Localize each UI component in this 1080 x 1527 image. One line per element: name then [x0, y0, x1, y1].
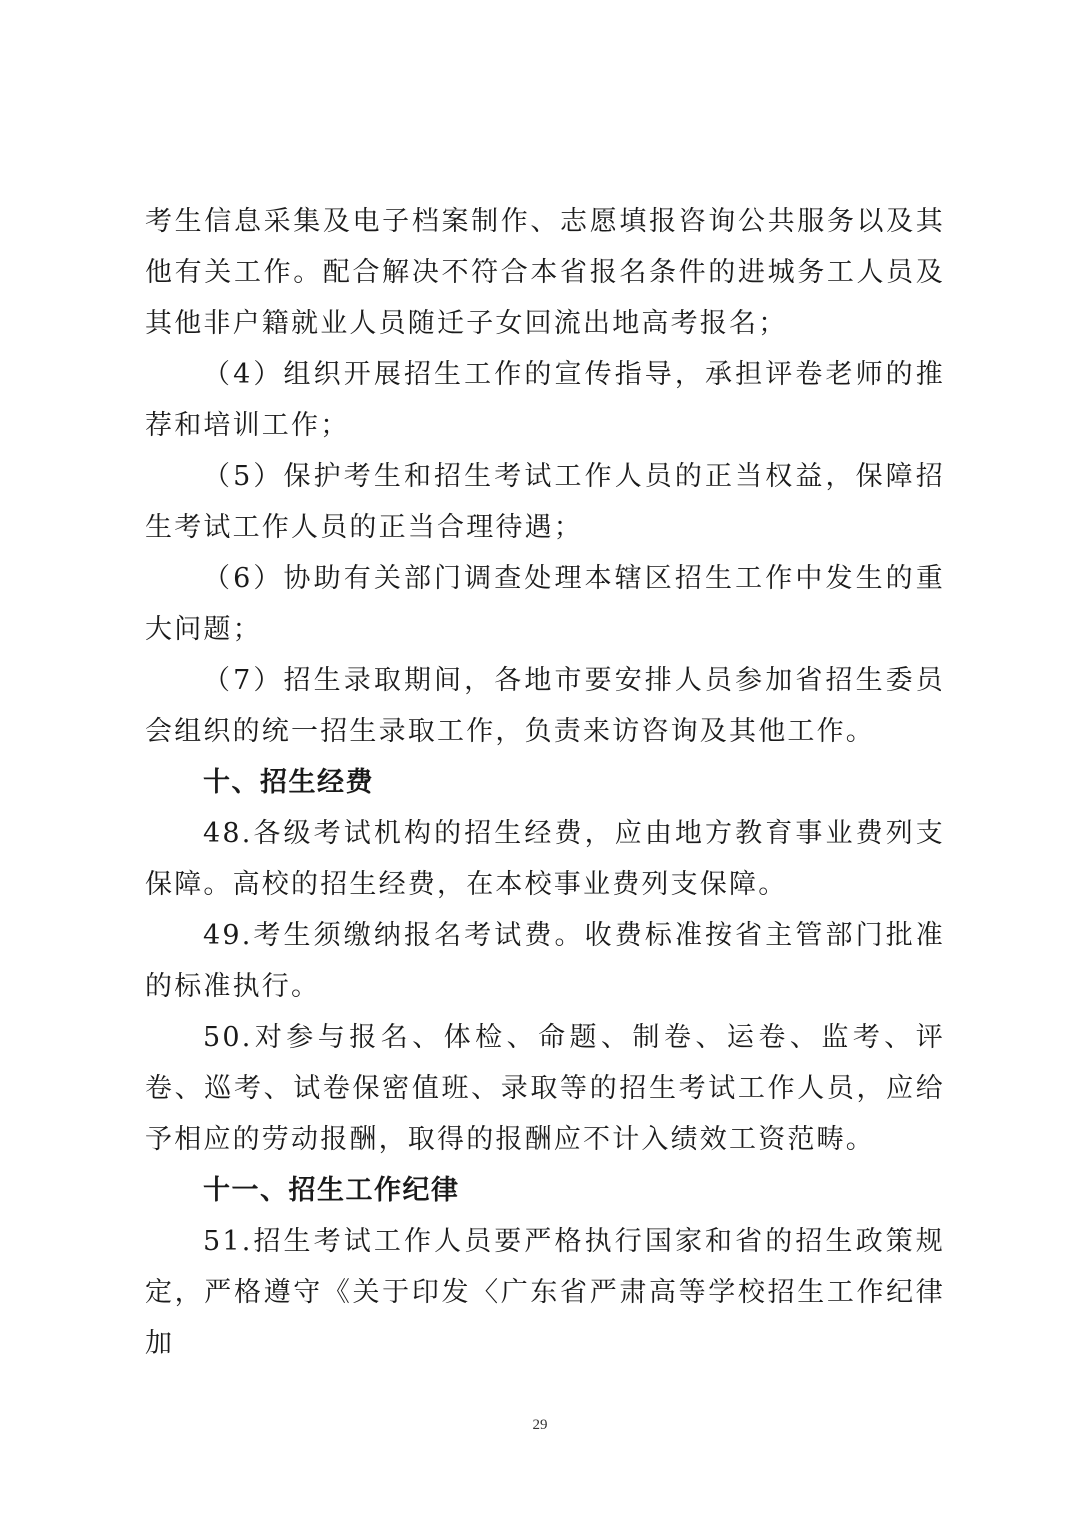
- paragraph-item-5: （5）保护考生和招生考试工作人员的正当权益，保障招生考试工作人员的正当合理待遇；: [145, 461, 945, 543]
- paragraph-51: 51.招生考试工作人员要严格执行国家和省的招生政策规定，严格遵守《关于印发〈广东省严肃高等学校招生工作纪律加: [145, 1226, 945, 1359]
- paragraph-49: 49.考生须缴纳报名考试费。收费标准按省主管部门批准的标准执行。: [145, 920, 945, 1002]
- paragraph-item-4: （4）组织开展招生工作的宣传指导，承担评卷老师的推荐和培训工作；: [145, 359, 945, 441]
- paragraph-continuation: 考生信息采集及电子档案制作、志愿填报咨询公共服务以及其他有关工作。配合解决不符合本省报名条件的进城务工人员及其他非户籍就业人员随迁子女回流出地高考报名；: [145, 206, 945, 339]
- paragraph-item-7: （7）招生录取期间，各地市要安排人员参加省招生委员会组织的统一招生录取工作，负责来访咨询及其他工作。: [145, 665, 945, 747]
- paragraph-item-6: （6）协助有关部门调查处理本辖区招生工作中发生的重大问题；: [145, 563, 945, 645]
- document-body: [145, 196, 945, 1369]
- section-heading-11: 十一、招生工作纪律: [203, 1175, 460, 1206]
- paragraph-48: 48.各级考试机构的招生经费，应由地方教育事业费列支保障。高校的招生经费，在本校事业费列支保障。: [145, 818, 945, 900]
- paragraph-50: 50.对参与报名、体检、命题、制卷、运卷、监考、评卷、巡考、试卷保密值班、录取等的招生考试工作人员，应给予相应的劳动报酬，取得的报酬应不计入绩效工资范畴。: [145, 1022, 945, 1155]
- page-number: 29: [532, 1417, 548, 1433]
- section-heading-10: 十、招生经费: [203, 767, 374, 798]
